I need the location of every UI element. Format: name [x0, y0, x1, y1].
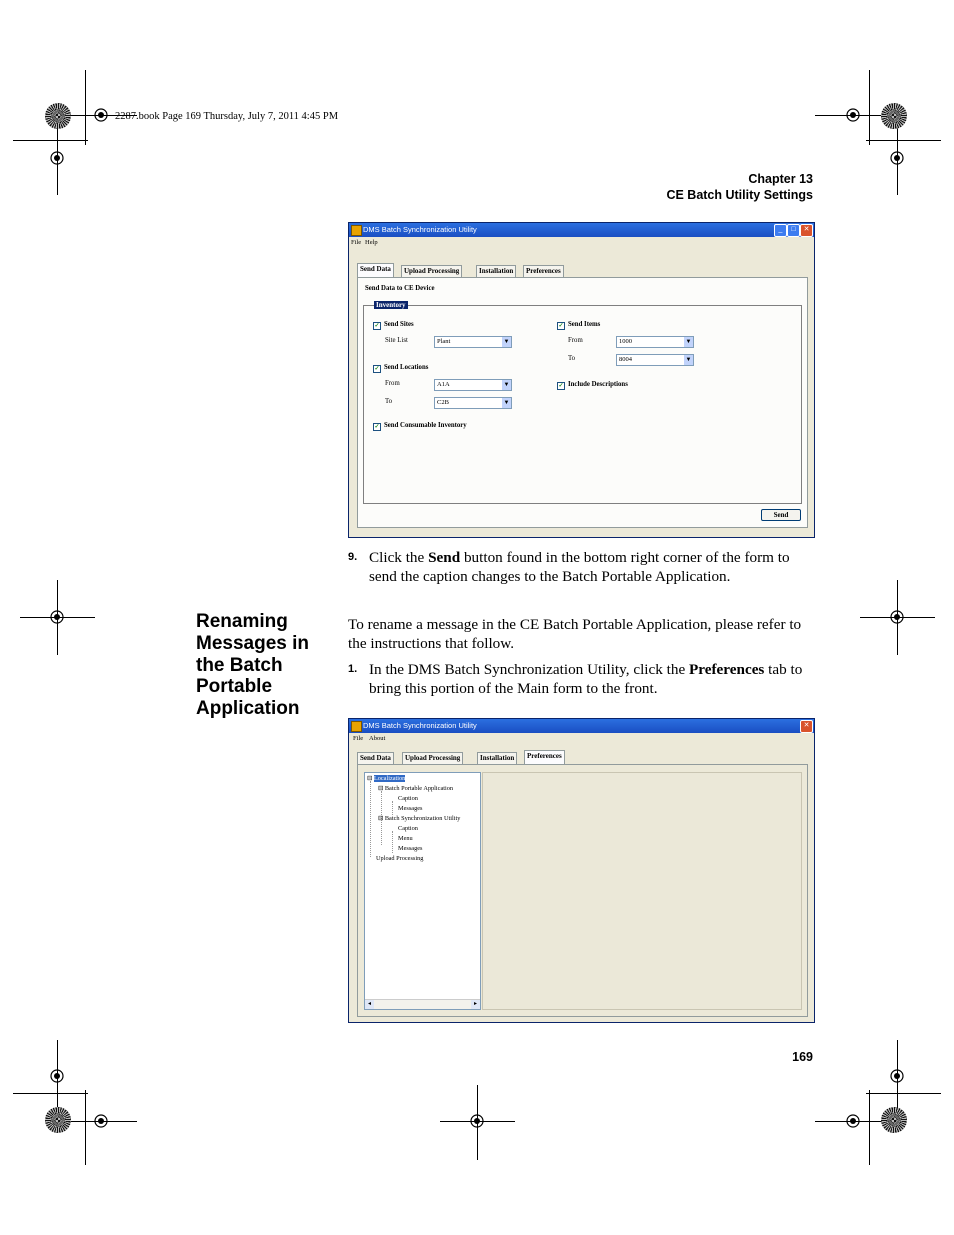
print-slug: 2287.book Page 169 Thursday, July 7, 2011 4:45 PM: [115, 111, 339, 122]
step-1-number: 1.: [348, 663, 358, 675]
page-number: 169: [792, 1050, 813, 1064]
menu-bar: [349, 237, 814, 249]
app-icon: [351, 721, 362, 732]
menu-file[interactable]: File: [353, 735, 364, 742]
tree-node-localization[interactable]: ⊟ Localization: [367, 775, 406, 782]
tab-panel: [357, 277, 808, 528]
step-1-text: In the DMS Batch Synchronization Utility, click the Preferences tab to bring this portion of the Main form to the front.: [369, 661, 803, 697]
tab-preferences[interactable]: Preferences: [523, 265, 564, 277]
scroll-right-icon: ▸: [471, 1000, 480, 1009]
chevron-down-icon: ▼: [503, 382, 510, 388]
items-to-label: To: [568, 355, 576, 362]
chevron-down-icon: ▼: [685, 339, 692, 345]
close-icon[interactable]: ✕: [800, 720, 813, 733]
window-title: DMS Batch Synchronization Utility: [363, 225, 477, 234]
tab-panel: [357, 764, 808, 1017]
chevron-down-icon: ▼: [503, 400, 510, 406]
tree-node-caption[interactable]: Caption: [398, 825, 418, 832]
running-header-chapter: Chapter 13: [748, 172, 813, 186]
items-to-combo[interactable]: 8004 ▼: [616, 354, 694, 366]
tree-node-caption[interactable]: Caption: [398, 795, 418, 802]
tree-node-menu[interactable]: Menu: [398, 835, 413, 842]
step-9-text: Click the Send button found in the bottom right corner of the form to send the caption changes to the Batch Portable Application.: [369, 549, 790, 585]
tree-node-batch-synchronization-utility[interactable]: ⊟ Batch Synchronization Utility: [378, 815, 461, 822]
locations-from-label: From: [385, 380, 400, 387]
group-title: Inventory: [376, 301, 406, 309]
tab-send-data[interactable]: Send Data: [357, 752, 394, 764]
close-icon[interactable]: ✕: [800, 224, 813, 237]
chevron-down-icon: ▼: [503, 339, 510, 345]
menu-help[interactable]: Help: [365, 239, 378, 246]
maximize-icon[interactable]: □: [787, 224, 800, 237]
tab-preferences[interactable]: Preferences: [524, 750, 565, 764]
preferences-bold: Preferences: [689, 661, 765, 678]
items-from-combo[interactable]: 1000 ▼: [616, 336, 694, 348]
tab-upload-processing[interactable]: Upload Processing: [402, 752, 463, 764]
tree-node-messages[interactable]: Messages: [398, 805, 423, 812]
tab-installation[interactable]: Installation: [476, 265, 516, 277]
tree-node-messages[interactable]: Messages: [398, 845, 423, 852]
screenshot-preferences: [348, 718, 815, 1023]
section-heading: Renaming Messages in the Batch Portable Application: [196, 611, 309, 720]
include-descriptions-checkbox[interactable]: ✓ Include Descriptions: [558, 381, 628, 389]
menu-bar: [349, 733, 814, 745]
locations-from-combo[interactable]: A1A ▼: [434, 379, 512, 391]
intro-paragraph: To rename a message in the CE Batch Portable Application, please refer to the instructions that follow.: [348, 616, 802, 652]
running-header-section: CE Batch Utility Settings: [666, 188, 813, 202]
send-consumable-checkbox[interactable]: ✓ Send Consumable Inventory: [374, 422, 467, 430]
tab-send-data[interactable]: Send Data: [357, 263, 394, 277]
send-locations-checkbox[interactable]: ✓ Send Locations: [374, 364, 429, 372]
site-list-combo[interactable]: Plant ▼: [434, 336, 512, 348]
tree-node-batch-portable-application[interactable]: ⊟ Batch Portable Application: [378, 785, 454, 792]
tree-node-upload-processing[interactable]: Upload Processing: [376, 855, 424, 862]
send-button[interactable]: Send: [761, 509, 801, 521]
menu-file[interactable]: File: [351, 239, 362, 246]
send-sites-checkbox[interactable]: ✓ Send Sites: [374, 321, 414, 329]
localization-tree[interactable]: [364, 772, 481, 1010]
send-items-checkbox[interactable]: ✓ Send Items: [558, 321, 601, 329]
screenshot-send-data: [348, 222, 815, 538]
send-bold: Send: [428, 549, 461, 566]
scroll-left-icon: ◂: [365, 1000, 374, 1009]
window-title: DMS Batch Synchronization Utility: [363, 721, 477, 730]
window-titlebar: [349, 719, 814, 733]
step-9-number: 9.: [348, 551, 358, 563]
inventory-group: [363, 301, 802, 504]
locations-to-label: To: [385, 398, 393, 405]
items-from-label: From: [568, 337, 583, 344]
site-list-label: Site List: [385, 337, 408, 344]
locations-to-combo[interactable]: C2B ▼: [434, 397, 512, 409]
tab-installation[interactable]: Installation: [477, 752, 517, 764]
tab-upload-processing[interactable]: Upload Processing: [401, 265, 462, 277]
editor-area: [482, 772, 802, 1010]
app-icon: [351, 225, 362, 236]
window-titlebar: [349, 223, 814, 237]
panel-title: Send Data to CE Device: [365, 285, 435, 292]
chevron-down-icon: ▼: [685, 357, 692, 363]
tab-strip: [357, 751, 657, 764]
tab-strip: [357, 264, 657, 277]
minimize-icon[interactable]: _: [774, 224, 787, 237]
menu-about[interactable]: About: [369, 735, 386, 742]
horizontal-scrollbar[interactable]: [365, 999, 480, 1009]
